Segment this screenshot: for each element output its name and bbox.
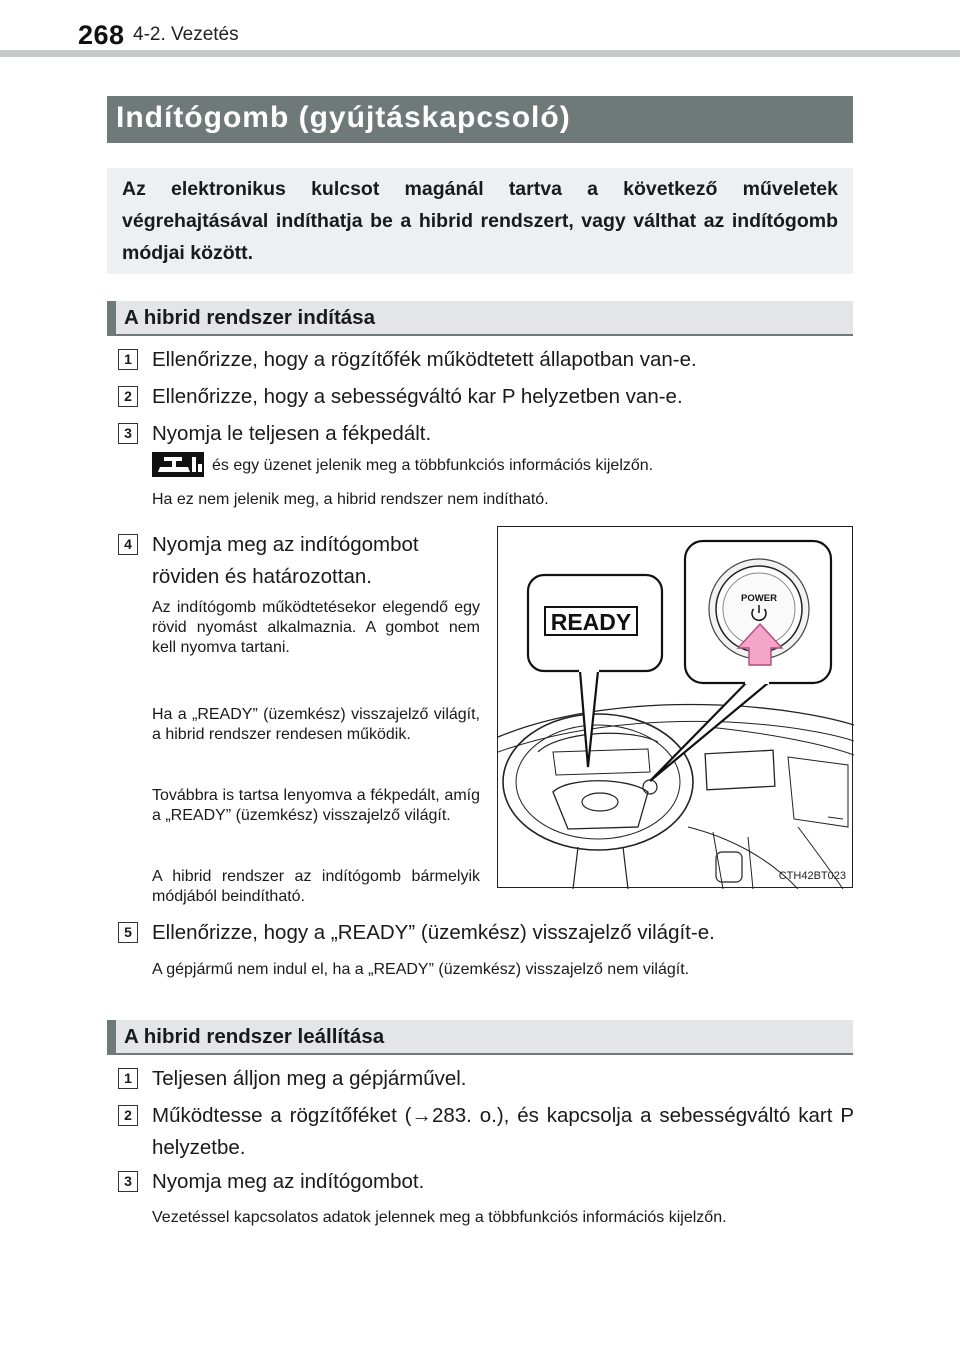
step-number: 5 xyxy=(118,922,138,943)
section-label: 4-2. Vezetés xyxy=(133,24,239,45)
subheading-stop xyxy=(107,1020,853,1055)
ready-label: READY xyxy=(550,609,632,635)
header-rule xyxy=(0,50,960,57)
illustration-code: CTH42BT023 xyxy=(778,870,846,882)
step-number: 1 xyxy=(118,1068,138,1089)
step4-note: Továbbra is tartsa lenyomva a fékpedált, amíg a „READY” (üzemkész) visszajelző világít. xyxy=(152,787,480,824)
intro-box xyxy=(107,168,853,274)
step-number: 1 xyxy=(118,349,138,370)
step-text: Nyomja meg az indítógombot. xyxy=(152,1170,425,1193)
subheading-start-text: A hibrid rendszer indítása xyxy=(124,306,375,329)
page-number: 268 xyxy=(78,20,125,50)
subheading-start xyxy=(107,301,853,336)
step-text: Nyomja meg az indítógombot xyxy=(152,533,419,556)
intro-text: Az elektronikus kulcsot magánál tartva a következő műveletek végrehajtásával indíthatja be a hibrid rendszert, vagy válthat az indítógomb módjai között. xyxy=(122,178,838,264)
page-title-bar xyxy=(107,96,853,143)
step-number: 4 xyxy=(118,534,138,555)
step-number: 3 xyxy=(118,423,138,444)
power-label: POWER xyxy=(741,593,777,604)
page-title: Indítógomb (gyújtáskapcsoló) xyxy=(116,101,571,134)
step5-note: A gépjármű nem indul el, ha a „READY” (üzemkész) visszajelző nem világít. xyxy=(152,961,690,978)
step-text: Ellenőrizze, hogy a sebességváltó kar P helyzetben van-e. xyxy=(152,385,683,408)
step-text: Ellenőrizze, hogy a rögzítőfék működtetett állapotban van-e. xyxy=(152,348,697,371)
step-text: Működtesse a rögzítőféket (→283. o.), és kapcsolja a sebességváltó kart P helyzetbe. xyxy=(152,1104,854,1159)
step-text: Ellenőrizze, hogy a „READY” (üzemkész) visszajelző világít-e. xyxy=(152,921,715,944)
step-text: Nyomja le teljesen a fékpedált. xyxy=(152,422,432,445)
stop-step3-note: Vezetéssel kapcsolatos adatok jelennek meg a többfunkciós információs kijelzőn. xyxy=(152,1209,727,1226)
step4-note: A hibrid rendszer az indítógomb bármelyik módjából beindítható. xyxy=(152,868,480,905)
step4-note: Ha a „READY” (üzemkész) visszajelző világít, a hibrid rendszer rendesen működik. xyxy=(152,706,480,743)
step3-note: és egy üzenet jelenik meg a többfunkciós információs kijelzőn. xyxy=(212,457,654,474)
step-number: 3 xyxy=(118,1171,138,1192)
step3-note: Ha ez nem jelenik meg, a hibrid rendszer nem indítható. xyxy=(152,491,549,508)
step-text: röviden és határozottan. xyxy=(152,565,372,588)
step4-note: Az indítógomb működtetésekor elegendő egy rövid nyomást alkalmaznia. A gombot nem kell nyomva tartani. xyxy=(152,599,480,656)
step-number: 2 xyxy=(118,386,138,407)
brake-indicator-icon xyxy=(152,452,204,477)
step-text: Teljesen álljon meg a gépjárművel. xyxy=(152,1067,467,1090)
step-number: 2 xyxy=(118,1105,138,1126)
subheading-stop-text: A hibrid rendszer leállítása xyxy=(124,1025,385,1048)
dashboard-illustration xyxy=(497,526,853,888)
